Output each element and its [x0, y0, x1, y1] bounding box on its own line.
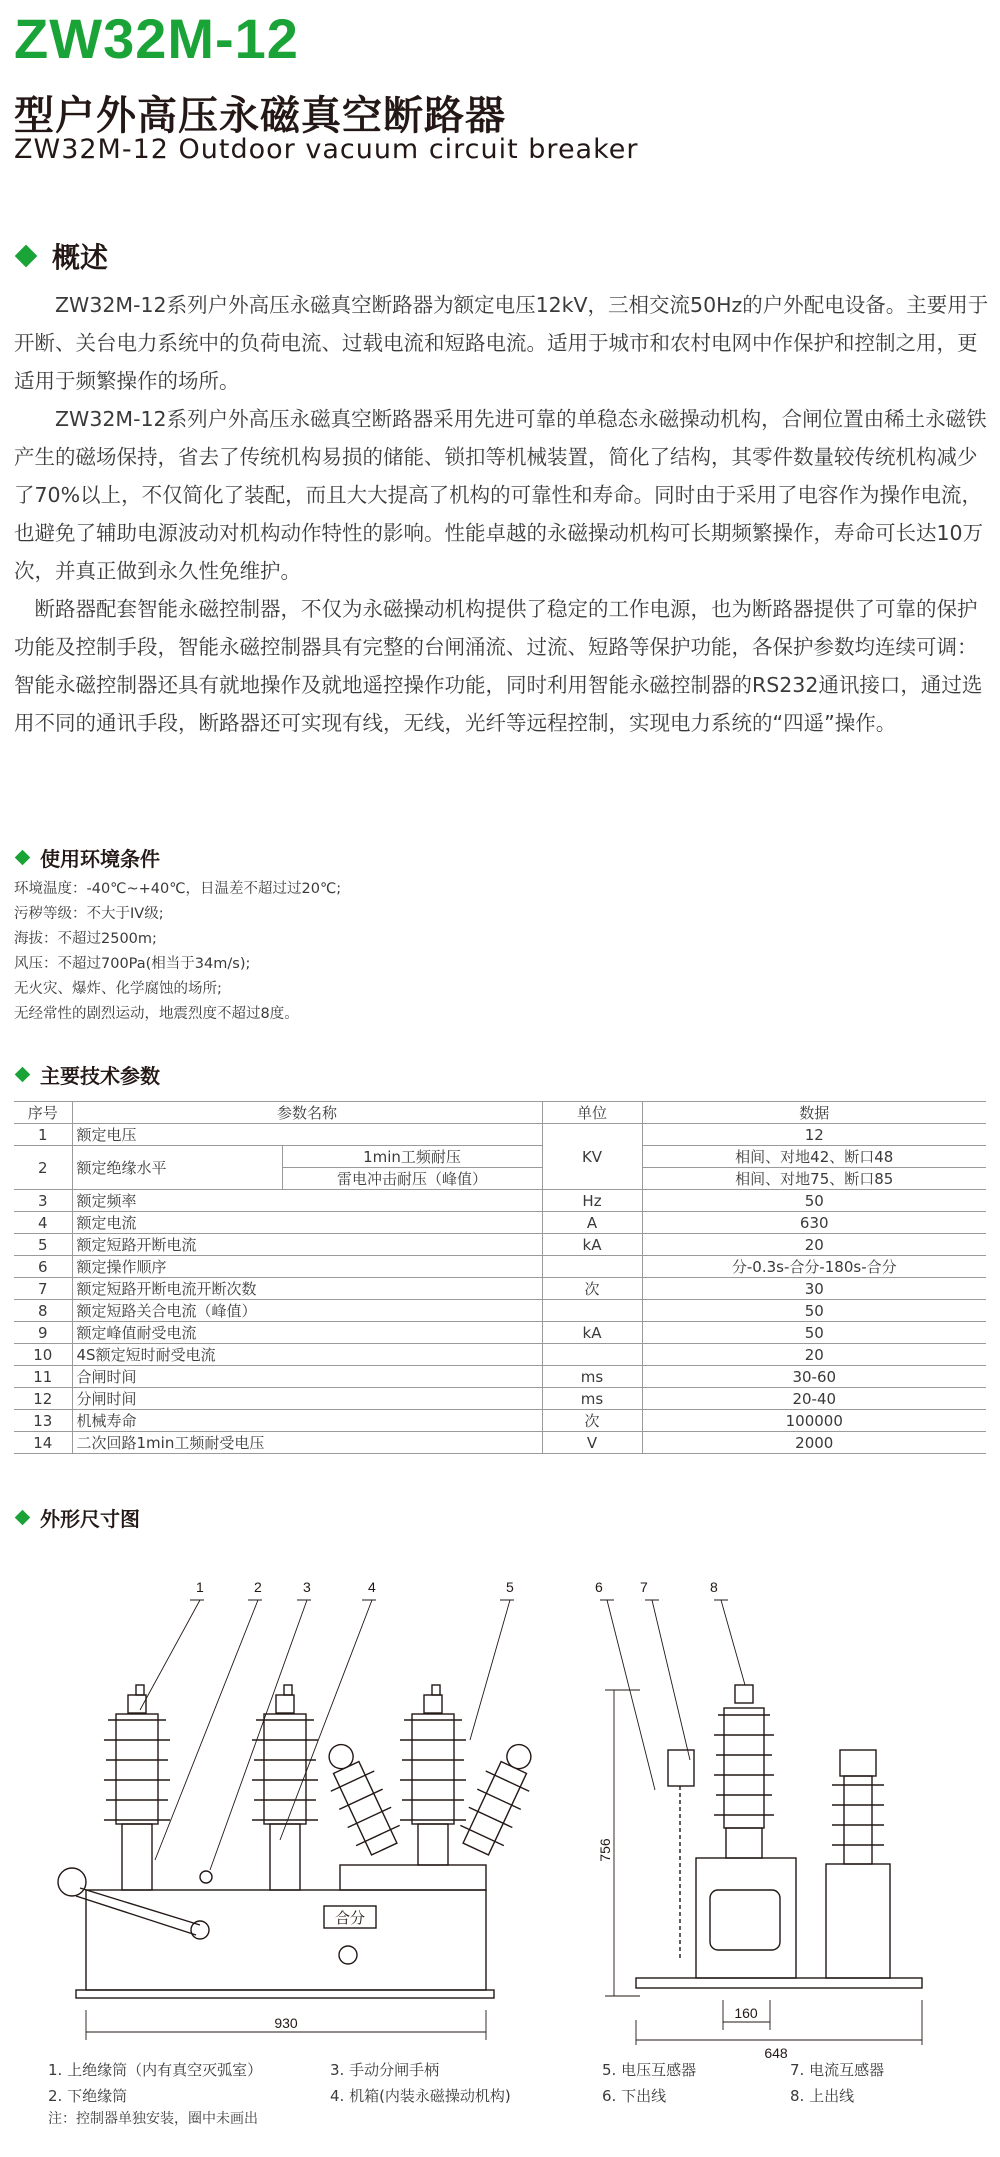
callout-1: 1 [196, 1579, 204, 1595]
callout-3: 3 [303, 1579, 311, 1595]
table-row [14, 1432, 986, 1454]
cell-unit: A [542, 1212, 642, 1234]
cell-name: 额定短路开断电流 [72, 1234, 542, 1256]
environment-item: 风压：不超过700Pa(相当于34m/s); [14, 956, 251, 972]
params-heading [14, 1060, 160, 1089]
overview-paragraph-2: ZW32M-12系列户外高压永磁真空断路器采用先进可靠的单稳态永磁操动机构，合闸位置由稀土永磁铁产生的磁场保持，省去了传统机构易损的储能、锁扣等机械装置，简化了结构，其零件数量较传统机构减少了70%以上，不仅简化了装配，而且大大提高了机构的可靠性和寿命。同时由于采用了电容作为操作电流，也避免了辅助电源波动对机构动作特性的影响。性能卓越的永磁操动机构可长期频繁操作，寿命可长达10万次，并真正做到永久性免维护。 [14, 407, 987, 583]
front-view [58, 1600, 546, 2040]
legend-col-3 [602, 2057, 696, 2109]
drawing-heading-text: 外形尺寸图 [40, 1507, 140, 1531]
cell-name: 额定电流 [72, 1212, 542, 1234]
legend-item: 7. 电流互感器 [790, 2061, 885, 2079]
environment-item: 环境温度：-40℃~+40℃，日温差不超过过20℃; [14, 881, 342, 897]
cell-value: 20 [642, 1234, 986, 1256]
legend-item: 8. 上出线 [790, 2087, 855, 2105]
cell-unit: KV [542, 1124, 642, 1190]
environment-item: 污秽等级：不大于IV级; [14, 906, 164, 922]
open-close-label: 合分 [334, 1910, 366, 1927]
cell-value: 50 [642, 1322, 986, 1344]
cell-value: 相间、对地42、断口48 [642, 1146, 986, 1168]
table-row [14, 1300, 986, 1322]
legend-item: 4. 机箱(内装永磁操动机构) [330, 2087, 511, 2105]
cell-value: 分-0.3s-合分-180s-合分 [642, 1256, 986, 1278]
overview-paragraph-3: 断路器配套智能永磁控制器，不仅为永磁操动机构提供了稳定的工作电源，也为断路器提供了可靠的保护功能及控制手段，智能永磁控制器具有完整的台闸涌流、过流、短路等保护功能，各保护参数均连续可调：智能永磁控制器还具有就地操作及就地遥控操作功能，同时利用智能永磁控制器的RS232通讯接口，通过选用不同的通讯手段，断路器还可实现有线，无线，光纤等远程控制，实现电力系统的“四遥”操作。 [14, 597, 983, 735]
cell-name: 额定操作顺序 [72, 1256, 542, 1278]
table-row [14, 1234, 986, 1256]
header-no: 序号 [14, 1102, 72, 1124]
voltage-transformer-left [314, 1736, 406, 1860]
cell-value: 630 [642, 1212, 986, 1234]
cell-value: 20-40 [642, 1388, 986, 1410]
base-plate [76, 1990, 494, 1998]
callout-7: 7 [640, 1579, 648, 1595]
cell-no: 8 [14, 1300, 72, 1322]
mechanism-box [86, 1890, 486, 1990]
legend-col-4 [790, 2057, 884, 2109]
cell-unit [542, 1344, 642, 1366]
cell-value: 50 [642, 1190, 986, 1212]
legend-item: 6. 下出线 [602, 2087, 667, 2105]
legend-item: 1. 上绝缘筒（内有真空灭弧室） [48, 2061, 263, 2079]
environment-heading-text: 使用环境条件 [40, 847, 160, 871]
cell-no: 3 [14, 1190, 72, 1212]
environment-item: 海拔：不超过2500m; [14, 931, 157, 947]
cell-unit: kA [542, 1234, 642, 1256]
callout-2: 2 [254, 1579, 262, 1595]
cell-unit: V [542, 1432, 642, 1454]
cell-no: 12 [14, 1388, 72, 1410]
cell-no: 11 [14, 1366, 72, 1388]
dim-756: 756 [597, 1838, 613, 1862]
table-row [14, 1410, 986, 1432]
legend-item: 3. 手动分闸手柄 [330, 2061, 440, 2079]
cell-no: 5 [14, 1234, 72, 1256]
drawing-note: 注：控制器单独安装，圈中未画出 [48, 2111, 258, 2127]
cell-sub: 1min工频耐压 [282, 1146, 542, 1168]
box-top-plate [340, 1865, 486, 1890]
cell-no: 1 [14, 1124, 72, 1146]
cell-sub: 雷电冲击耐压（峰值） [282, 1168, 542, 1190]
table-row [14, 1146, 986, 1168]
drawing-heading [14, 1503, 140, 1532]
table-row [14, 1344, 986, 1366]
cell-unit: 次 [542, 1410, 642, 1432]
overview-heading-text: 概述 [52, 241, 109, 274]
cell-name: 额定电压 [72, 1124, 542, 1146]
cell-name: 分闸时间 [72, 1388, 542, 1410]
callout-5: 5 [506, 1579, 514, 1595]
legend-col-2 [330, 2057, 511, 2109]
cell-value: 30-60 [642, 1366, 986, 1388]
dim-160: 160 [734, 2005, 758, 2021]
voltage-transformer-right [454, 1736, 546, 1860]
params-table [14, 1101, 986, 1454]
cell-unit [542, 1256, 642, 1278]
diamond-bullet-icon [15, 245, 38, 268]
cell-no: 7 [14, 1278, 72, 1300]
params-heading-text: 主要技术参数 [40, 1064, 160, 1088]
cell-unit: Hz [542, 1190, 642, 1212]
header-value: 数据 [642, 1102, 986, 1124]
table-header-row [14, 1102, 986, 1124]
legend-item: 5. 电压互感器 [602, 2061, 697, 2079]
side-view [597, 1600, 922, 2061]
cell-name: 4S额定短时耐受电流 [72, 1344, 542, 1366]
cell-no: 14 [14, 1432, 72, 1454]
cell-no: 4 [14, 1212, 72, 1234]
table-row [14, 1322, 986, 1344]
insulator-pole-2 [252, 1685, 318, 1890]
environment-heading [14, 843, 160, 872]
legend-item: 2. 下绝缘筒 [48, 2087, 128, 2105]
cell-unit: 次 [542, 1278, 642, 1300]
table-row [14, 1278, 986, 1300]
cell-unit: kA [542, 1322, 642, 1344]
cell-unit: ms [542, 1366, 642, 1388]
cell-name: 额定频率 [72, 1190, 542, 1212]
diamond-bullet-icon [15, 1510, 31, 1526]
header-unit: 单位 [542, 1102, 642, 1124]
cell-value: 相间、对地75、断口85 [642, 1168, 986, 1190]
table-row [14, 1212, 986, 1234]
dim-648: 648 [764, 2045, 788, 2061]
cell-no: 6 [14, 1256, 72, 1278]
cell-name: 机械寿命 [72, 1410, 542, 1432]
table-row [14, 1366, 986, 1388]
environment-item: 无火灾、爆炸、化学腐蚀的场所; [14, 981, 222, 997]
cell-name: 额定短路关合电流（峰值） [72, 1300, 542, 1322]
cell-name: 额定短路开断电流开断次数 [72, 1278, 542, 1300]
outline-drawing [0, 1540, 1000, 2061]
insulator-pole-1 [104, 1685, 170, 1890]
cell-value: 100000 [642, 1410, 986, 1432]
cell-value: 20 [642, 1344, 986, 1366]
dim-930: 930 [274, 2015, 298, 2031]
cell-value: 12 [642, 1124, 986, 1146]
model-title: ZW32M-12 [14, 7, 299, 70]
cell-no: 13 [14, 1410, 72, 1432]
cell-unit [542, 1300, 642, 1322]
header-name: 参数名称 [72, 1102, 542, 1124]
table-row [14, 1388, 986, 1410]
bolt [200, 1871, 212, 1883]
cell-name: 额定峰值耐受电流 [72, 1322, 542, 1344]
cell-no: 10 [14, 1344, 72, 1366]
insulator-pole-3 [400, 1685, 466, 1865]
title-cn: 型户外高压永磁真空断路器 [14, 93, 506, 139]
cell-name: 额定绝缘水平 [72, 1146, 282, 1190]
title-en: ZW32M-12 Outdoor vacuum circuit breaker [14, 134, 639, 165]
environment-item: 无经常性的剧烈运动，地震烈度不超过8度。 [14, 1006, 299, 1022]
cell-name: 合闸时间 [72, 1366, 542, 1388]
diamond-bullet-icon [15, 850, 31, 866]
cell-name: 二次回路1min工频耐受电压 [72, 1432, 542, 1454]
cell-unit: ms [542, 1388, 642, 1410]
bolt [339, 1946, 357, 1964]
manual-trip-handle [58, 1868, 209, 1939]
table-row [14, 1256, 986, 1278]
cell-value: 30 [642, 1278, 986, 1300]
callout-8: 8 [710, 1579, 718, 1595]
callout-6: 6 [595, 1579, 603, 1595]
table-row [14, 1190, 986, 1212]
overview-paragraph-1: ZW32M-12系列户外高压永磁真空断路器为额定电压12kV，三相交流50Hz的户外配电设备。主要用于开断、关台电力系统中的负荷电流、过载电流和短路电流。适用于城市和农村电网中作保护和控制之用，更适用于频繁操作的场所。 [14, 293, 989, 393]
diamond-bullet-icon [15, 1067, 31, 1083]
cell-value: 50 [642, 1300, 986, 1322]
cell-no: 2 [14, 1146, 72, 1190]
environment-list [14, 877, 341, 1027]
cell-no: 9 [14, 1322, 72, 1344]
table-row [14, 1124, 986, 1146]
overview-heading [14, 236, 108, 276]
cell-value: 2000 [642, 1432, 986, 1454]
callout-4: 4 [368, 1579, 376, 1595]
overview-text [14, 286, 989, 742]
legend-col-1 [48, 2057, 262, 2109]
